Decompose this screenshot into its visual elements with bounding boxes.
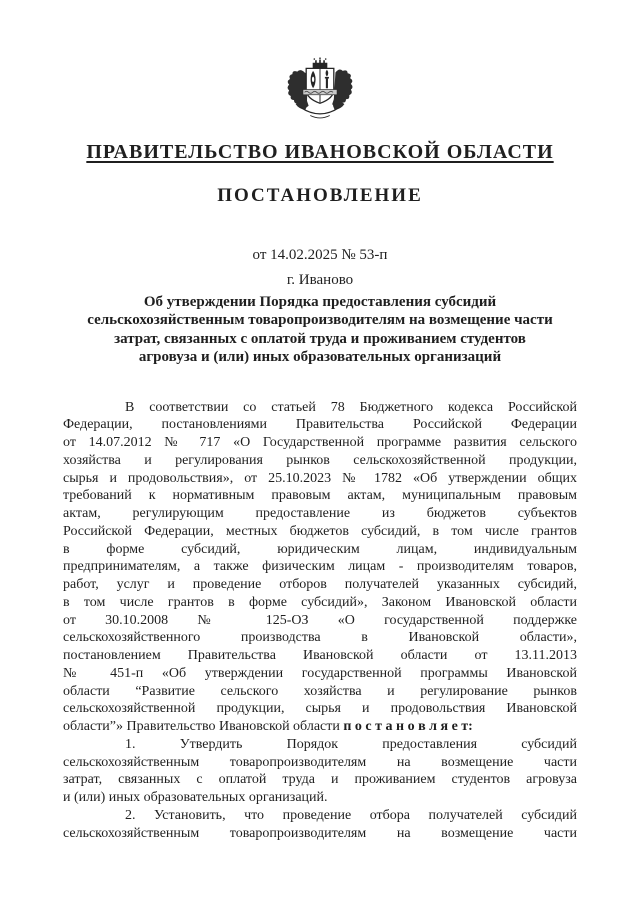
org-name: ПРАВИТЕЛЬСТВО ИВАНОВСКОЙ ОБЛАСТИ <box>86 141 554 163</box>
body-line: сельскохозяйственным товаропроизводителям на возмещение части <box>63 754 577 770</box>
body-line: Российской Федерации, местных бюджетов субсидий, в том числе грантов <box>63 523 577 539</box>
date-line: от 14.02.2025 № 53-п <box>252 247 388 263</box>
body-line: постановлением Правительства Ивановской области от 13.11.2013 <box>63 648 577 664</box>
body-line: в форме субсидий, юридическим лицам, индивидуальным <box>63 541 577 557</box>
body-line: Федерации, постановлениями Правительства Российской Федерации <box>63 417 577 433</box>
document-body <box>63 399 577 843</box>
body-line: актам, регулирующим предоставление из бюджетов субъектов <box>63 506 577 522</box>
item-1-paragraph <box>63 736 577 807</box>
body-line: предпринимателям, а также физическим лицам - производителям товаров, <box>63 559 577 575</box>
title-line: затрат, связанных с оплатой труда и проживанием студентов <box>114 330 526 347</box>
body-line: требований к нормативным правовым актам, муниципальным правовым <box>63 488 577 504</box>
body-line: сельскохозяйственной продукции, сырья и продовольствия Ивановской <box>63 701 577 717</box>
item-2-paragraph <box>63 807 577 843</box>
closing-text: области”» Правительство Ивановской области <box>63 719 344 735</box>
body-line: В соответствии со статьей 78 Бюджетного кодекса Российской <box>125 399 577 415</box>
document-type: ПОСТАНОВЛЕНИЕ <box>217 185 423 206</box>
resolves-bold-text: п о с т а н о в л я е т: <box>343 719 473 735</box>
body-line: 1. Утвердить Порядок предоставления субсидий <box>125 736 577 752</box>
body-line: сельскохозяйственного производства в Ивановской области», <box>63 630 577 646</box>
body-line: № 451-п «Об утверждении государственной программы Ивановской <box>63 665 577 681</box>
document-title <box>0 293 640 367</box>
body-line: сырья и продовольствия», от 25.10.2023 № 1782 «Об утверждении общих <box>63 470 577 486</box>
coat-of-arms-icon <box>278 57 362 122</box>
body-line: сельскохозяйственным товаропроизводителям на возмещение части <box>63 825 577 841</box>
body-line: 2. Установить, что проведение отбора получателей субсидий <box>125 807 577 823</box>
body-line: работ, услуг и проведение отборов получателей указанных субсидий, <box>63 577 577 593</box>
preamble-paragraph <box>63 399 577 736</box>
body-line: затрат, связанных с оплатой труда и проживанием студентов агровуза <box>63 772 577 788</box>
title-line: агровуза и (или) иных образовательных организаций <box>138 349 502 366</box>
body-line: хозяйства и регулирования рынков сельскохозяйственной продукции, <box>63 452 577 468</box>
city-line: г. Иваново <box>286 272 354 288</box>
title-line: Об утверждении Порядка предоставления субсидий <box>143 294 497 310</box>
body-line: в том числе грантов в форме субсидий», Законом Ивановской области <box>63 594 577 610</box>
body-line: и (или) иных образовательных организаций. <box>63 790 328 806</box>
body-line: области “Развитие сельского хозяйства и регулирование рынков <box>63 683 577 699</box>
body-line-resolves <box>63 718 577 736</box>
title-line: сельскохозяйственным товаропроизводителям на возмещение части <box>87 312 553 329</box>
date-block <box>0 243 640 293</box>
body-line: от 14.07.2012 № 717 «О Государственной программе развития сельского <box>63 435 577 451</box>
body-line: от 30.10.2008 № 125-ОЗ «О государственной поддержке <box>63 612 577 628</box>
